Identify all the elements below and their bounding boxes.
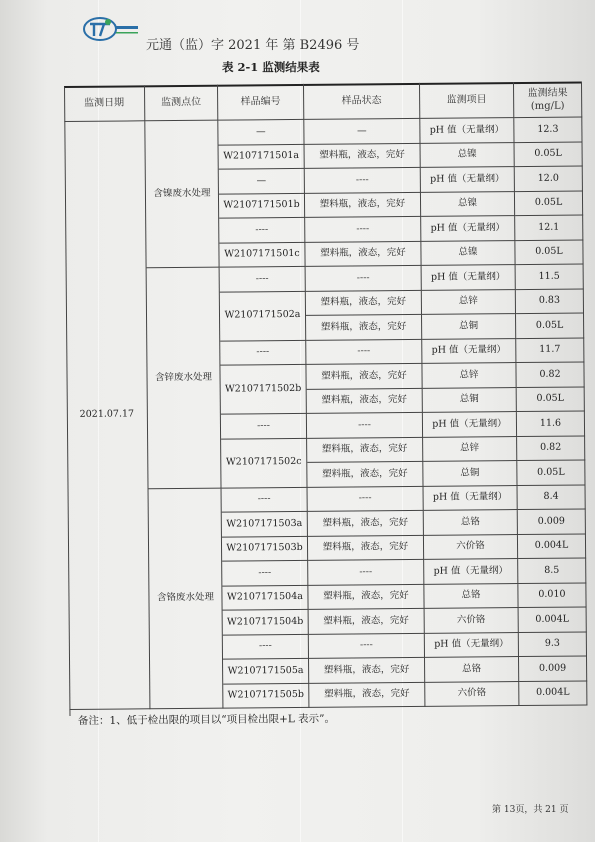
sample-state-cell: 塑料瓶，液态，完好 xyxy=(307,437,423,463)
sample-id-cell: W2107171503b xyxy=(222,536,308,561)
test-item-cell: pH 值（无量纲） xyxy=(424,559,518,584)
result-cell: 8.5 xyxy=(518,558,586,583)
test-item-cell: pH 值（无量纲） xyxy=(420,118,514,143)
sample-state-cell: ---- xyxy=(308,560,424,586)
result-cell: 12.0 xyxy=(515,166,583,191)
test-item-cell: pH 值（无量纲） xyxy=(425,633,519,658)
result-cell: 0.05L xyxy=(517,460,585,485)
sample-state-cell: 塑料瓶，液态，完好 xyxy=(305,241,421,267)
sample-state-cell: 塑料瓶，液态，完好 xyxy=(307,388,423,414)
test-item-cell: 总锌 xyxy=(422,290,516,315)
test-item-cell: pH 值（无量纲） xyxy=(424,486,518,511)
result-cell: 0.009 xyxy=(519,656,587,681)
sample-state-cell: 塑料瓶，液态，完好 xyxy=(308,511,424,537)
test-item-cell: 总镍 xyxy=(421,241,515,266)
sample-id-cell: W2107171505a xyxy=(223,659,309,684)
date-cell: 2021.07.17 xyxy=(64,121,150,710)
table-note: 备注：1、低于检出限的项目以“项目检出限+L 表示”。 xyxy=(77,712,336,728)
test-item-cell: pH 值（无量纲） xyxy=(421,167,515,192)
test-item-cell: 六价铬 xyxy=(424,535,518,560)
sample-id-cell: W2107171504b xyxy=(223,610,309,635)
result-cell: 0.05L xyxy=(515,240,583,265)
sample-state-cell: 塑料瓶，液态，完好 xyxy=(309,682,425,708)
sample-id-cell: — xyxy=(218,120,304,145)
result-cell: 0.05L xyxy=(516,313,584,338)
test-item-cell: 总镍 xyxy=(421,143,515,168)
sample-state-cell: 塑料瓶，液态，完好 xyxy=(308,584,424,610)
sample-id-cell: — xyxy=(219,169,305,194)
test-item-cell: pH 值（无量纲） xyxy=(422,339,516,364)
sample-state-cell: 塑料瓶，液态，完好 xyxy=(309,658,425,684)
sample-id-cell: W2107171503a xyxy=(222,512,308,537)
result-cell: 12.1 xyxy=(515,215,583,240)
sample-id-cell: ---- xyxy=(222,487,308,512)
test-item-cell: pH 值（无量纲） xyxy=(422,265,516,290)
sample-id-cell: W2107171502b xyxy=(220,365,306,415)
result-cell: 0.004L xyxy=(518,534,586,559)
site-cell: 含铬废水处理 xyxy=(149,488,224,709)
sample-state-cell: ---- xyxy=(307,413,423,439)
test-item-cell: pH 值（无量纲） xyxy=(423,412,517,437)
site-cell: 含锌废水处理 xyxy=(147,268,222,489)
result-cell: 0.05L xyxy=(515,191,583,216)
sample-id-cell: W2107171501a xyxy=(219,144,305,169)
sample-id-cell: W2107171502c xyxy=(221,438,307,488)
result-cell: 0.010 xyxy=(518,583,586,608)
sample-state-cell: 塑料瓶，液态，完好 xyxy=(309,609,425,635)
sample-state-cell: ---- xyxy=(306,339,422,365)
test-item-cell: 总铬 xyxy=(424,510,518,535)
header-site: 监测点位 xyxy=(145,85,218,122)
sample-state-cell: 塑料瓶，液态，完好 xyxy=(306,364,422,390)
test-item-cell: 总铜 xyxy=(423,388,517,413)
sample-id-cell: W2107171501c xyxy=(219,242,305,267)
test-item-cell: 总镍 xyxy=(421,192,515,217)
sample-state-cell: — xyxy=(304,119,420,145)
sample-state-cell: 塑料瓶，液态，完好 xyxy=(305,143,421,169)
header-date: 监测日期 xyxy=(64,85,145,122)
test-item-cell: 总铜 xyxy=(423,461,517,486)
result-cell: 0.009 xyxy=(518,509,586,534)
sample-id-cell: W2107171504a xyxy=(222,585,308,610)
sample-state-cell: ---- xyxy=(305,168,421,194)
header-result: 监测结果 (mg/L) xyxy=(514,81,582,118)
result-cell: 0.004L xyxy=(519,607,587,632)
result-cell: 0.05L xyxy=(515,142,583,167)
sample-id-cell: ---- xyxy=(221,414,307,439)
result-cell: 11.7 xyxy=(516,338,584,363)
test-item-cell: 总锌 xyxy=(422,363,516,388)
header-sample-state: 样品状态 xyxy=(304,83,420,120)
result-cell: 0.004L xyxy=(519,681,587,706)
result-cell: 0.82 xyxy=(516,362,584,387)
test-item-cell: 总铜 xyxy=(422,314,516,339)
result-cell: 11.5 xyxy=(516,264,584,289)
result-cell: 12.3 xyxy=(514,117,582,142)
sample-id-cell: ---- xyxy=(219,218,305,243)
sample-state-cell: 塑料瓶，液态，完好 xyxy=(307,462,423,488)
sample-state-cell: 塑料瓶，液态，完好 xyxy=(306,290,422,316)
test-item-cell: 总铬 xyxy=(424,584,518,609)
sample-state-cell: ---- xyxy=(305,217,421,243)
table-title: 表 2-1 监测结果表 xyxy=(222,60,320,74)
header-item: 监测项目 xyxy=(420,82,514,119)
sample-state-cell: ---- xyxy=(306,266,422,292)
test-item-cell: 六价铬 xyxy=(425,608,519,633)
test-item-cell: 六价铬 xyxy=(425,682,519,707)
sample-id-cell: W2107171505b xyxy=(223,683,309,708)
sample-id-cell: ---- xyxy=(220,267,306,292)
sample-state-cell: 塑料瓶，液态，完好 xyxy=(305,192,421,218)
sample-id-cell: ---- xyxy=(223,634,309,659)
sample-state-cell: 塑料瓶，液态，完好 xyxy=(306,315,422,341)
test-item-cell: 总铬 xyxy=(425,657,519,682)
result-cell: 8.4 xyxy=(518,485,586,510)
header-sample-id: 样品编号 xyxy=(218,84,304,121)
result-cell: 0.83 xyxy=(516,289,584,314)
company-logo xyxy=(82,16,140,42)
results-table xyxy=(64,81,587,715)
document-number: 元通（监）字 2021 年 第 B2496 号 xyxy=(146,38,360,53)
sample-state-cell: ---- xyxy=(309,633,425,659)
sample-id-cell: W2107171502a xyxy=(220,291,306,341)
sample-state-cell: ---- xyxy=(308,486,424,512)
result-cell: 9.3 xyxy=(519,632,587,657)
test-item-cell: 总锌 xyxy=(423,437,517,462)
result-cell: 0.05L xyxy=(517,387,585,412)
sample-id-cell: ---- xyxy=(222,561,308,586)
sample-state-cell: 塑料瓶，液态，完好 xyxy=(308,535,424,561)
sample-id-cell: ---- xyxy=(220,340,306,365)
site-cell: 含镍废水处理 xyxy=(145,121,219,269)
sample-id-cell: W2107171501b xyxy=(219,193,305,218)
result-cell: 0.82 xyxy=(517,436,585,461)
test-item-cell: pH 值（无量纲） xyxy=(421,216,515,241)
result-cell: 11.6 xyxy=(517,411,585,436)
page-number: 第 13页，共 21 页 xyxy=(492,805,569,815)
